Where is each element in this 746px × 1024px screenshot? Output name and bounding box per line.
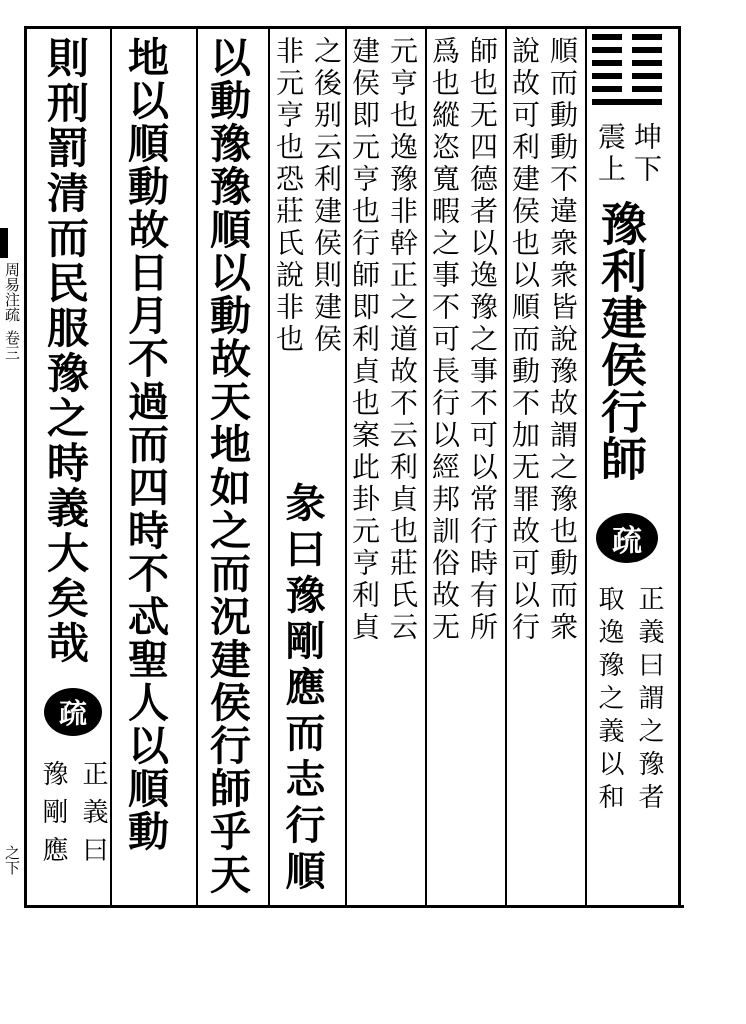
column-rule [425, 28, 427, 905]
hexagram-trigram-lower: 坤下 [630, 122, 663, 186]
commentary-column-4: 爲也縱恣寬暇之事不可長行以經邦訓俗故无 [428, 36, 461, 644]
column-rule [585, 28, 587, 905]
zhengyi-annotation-3: 正義曰 [78, 760, 108, 874]
commentary-column-8: 非元亨也恐莊氏說非也 [272, 36, 305, 356]
zhengyi-annotation-1: 正義曰謂之豫者 [634, 585, 664, 816]
frame-top-rule [24, 26, 680, 29]
margin-tab [0, 228, 8, 258]
shu-seal-mark [596, 513, 658, 563]
zhengyi-annotation-4: 豫剛應 [38, 760, 68, 874]
commentary-column-7: 之後别云利建侯則建侯 [310, 36, 343, 356]
column-rule [110, 28, 112, 905]
frame-left-rule [24, 26, 27, 906]
commentary-column-5: 元亨也逸豫非幹正之道故不云利貞也莊氏云 [386, 36, 419, 644]
frame-bottom-rule [24, 905, 684, 908]
commentary-column-6: 建侯即元亨也行師即利貞也案此卦元亨利貞 [348, 36, 381, 644]
classic-column-1: 以動豫豫順以動故天地如之而況建侯行師乎天 [203, 36, 251, 896]
margin-label-bottom: 之下 [3, 845, 21, 875]
classic-column-3: 則刑罰清而民服豫之時義大矣哉 [41, 36, 90, 666]
margin-label-2: 卷三 [3, 330, 21, 360]
column-rule [345, 28, 347, 905]
tuan-column: 彖曰豫剛應而志行順 [279, 482, 326, 896]
shu-seal-text: 疏 [612, 524, 642, 559]
column-rule [196, 28, 198, 905]
commentary-column-1: 順而動動不違衆衆皆說豫故謂之豫也動而衆 [546, 36, 579, 644]
column-rule [505, 28, 507, 905]
zhengyi-annotation-2: 取逸豫之義以和 [594, 585, 624, 816]
shu-seal-text-2: 疏 [58, 697, 87, 730]
margin-label-1: 周易注疏 [3, 262, 21, 322]
hexagram-trigram-upper: 震上 [594, 122, 627, 186]
hexagram-symbol [592, 34, 664, 108]
commentary-column-2: 說故可利建侯也以順而動不加无罪故可以行 [508, 36, 541, 644]
commentary-column-3: 師也无四德者以逸豫之事不可以常行時有所 [466, 36, 499, 644]
hexagram-heading: 豫利建侯行師 [594, 200, 648, 482]
frame-right-rule [678, 26, 681, 906]
column-rule [268, 28, 270, 905]
shu-seal-mark-2 [44, 688, 102, 736]
classic-column-2: 地以順動故日月不過而四時不忒聖人以順動 [121, 36, 169, 853]
